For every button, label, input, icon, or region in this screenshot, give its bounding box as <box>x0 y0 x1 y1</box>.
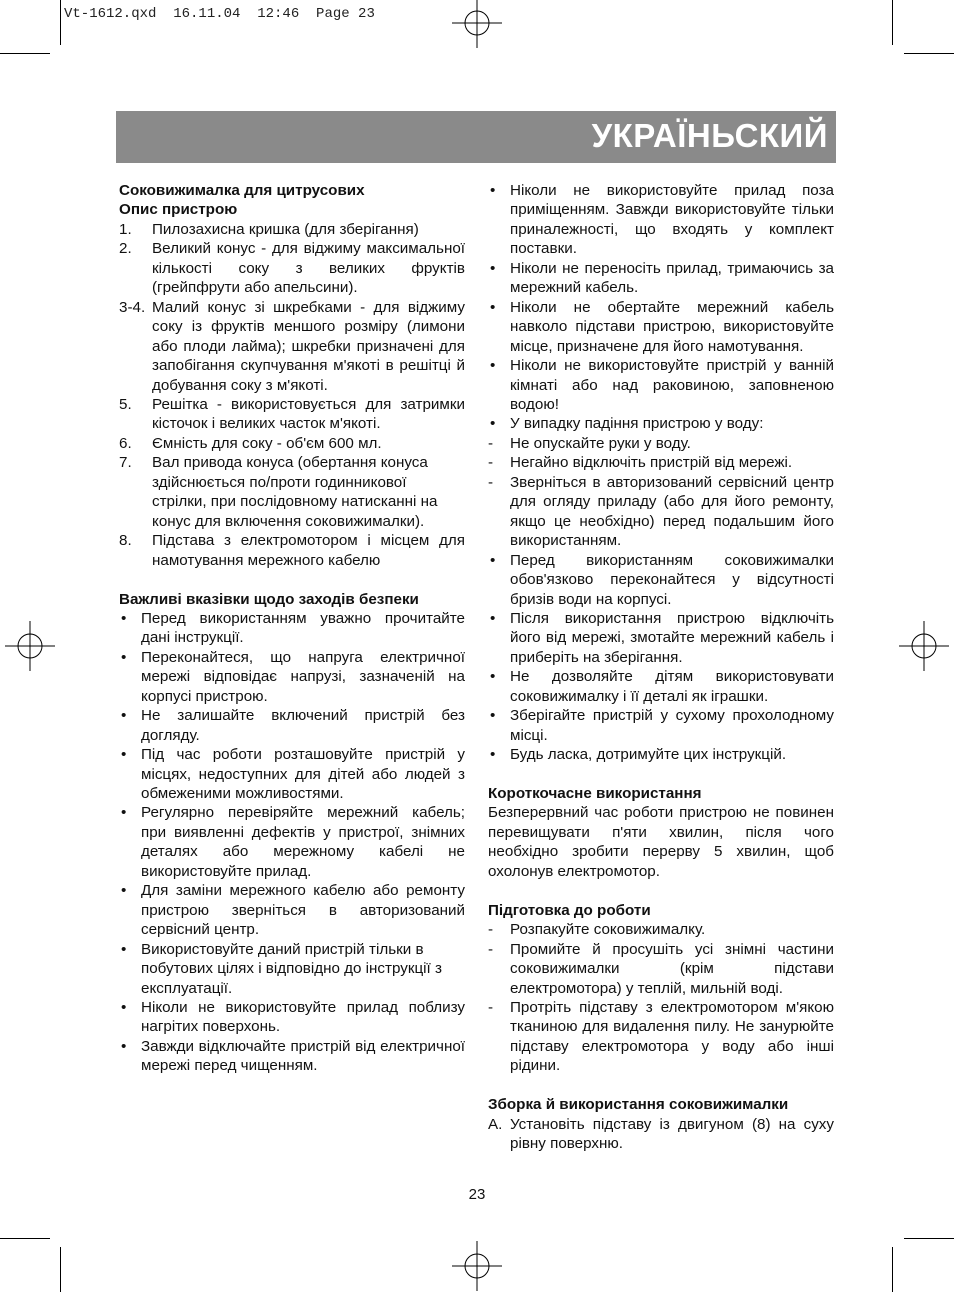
registration-mark-icon <box>452 0 502 48</box>
list-item: • У випадку падіння пристрою у воду: <box>490 415 764 433</box>
list-item: - Розпакуйте соковижималку. <box>488 921 706 939</box>
list-item: 5. Решітка - використовується для затримки кісточок і великих часток м'якоті. <box>119 395 465 433</box>
crop-mark <box>60 0 61 45</box>
print-slug: Vt-1612.qxd 16.11.04 12:46 Page 23 <box>64 6 375 22</box>
list-item: 1. Пилозахисна кришка (для зберігання) <box>119 220 419 238</box>
list-item: • Для заміни мережного кабелю або ремонту пристрою зверніться в авторизований сервісний центр. <box>121 882 465 939</box>
list-item: 7. Вал привода конуса (обертання конуса здійснюється по/проти годинникової стрілки, при послідовному натисканні на конус для включення соковижималки). <box>119 454 438 530</box>
list-item: • Ніколи не використовуйте прилад поблизу нагрітих поверхонь. <box>121 999 465 1036</box>
section-title: Зборка й використання соковижималки <box>488 1096 789 1114</box>
list-item: • Будь ласка, дотримуйте цих інструкцій. <box>490 746 787 764</box>
list-item: • Перед використанням соковижималки обов'язково переконайтеся у відсутності бризів води на корпусі. <box>490 551 834 608</box>
section-title: Короткочасне використання <box>488 785 702 803</box>
crop-mark <box>0 53 50 54</box>
registration-mark-icon <box>5 621 55 671</box>
left-column <box>119 181 465 1076</box>
crop-mark <box>0 1238 50 1239</box>
section-title: Підготовка до роботи <box>488 901 651 919</box>
list-item: • Не залишайте включений пристрій без догляду. <box>121 707 465 744</box>
list-item: A. Установіть підставу із двигуном (8) на суху рівну поверхню. <box>488 1115 834 1153</box>
registration-mark-icon <box>452 1241 502 1291</box>
section-subtitle: Опис пристрою <box>119 201 238 219</box>
list-item: • Після використання пристрою відключіть його від мережі, змотайте мережний кабель і приберіть на зберігання. <box>490 609 834 666</box>
list-item: - Не опускайте руки у воду. <box>488 434 691 452</box>
list-item: - Протріть підставу з електромотором м'якою тканиною для видалення пилу. Не занурюйте підставу електромотора у воду або інші рідини. <box>488 999 834 1075</box>
section-title: Важливі вказівки щодо заходів безпеки <box>119 590 419 608</box>
list-item: • Перед використанням уважно прочитайте дані інструкції. <box>121 609 465 647</box>
list-item: • Не дозволяйте дітям використовувати соковижималку і її деталі як іграшки. <box>490 668 834 705</box>
crop-mark <box>892 1247 893 1292</box>
list-item: • Ніколи не використовуйте пристрій у ванній кімнаті або над раковиною, заповненою водою! <box>490 357 834 413</box>
banner-title: УКРАЇНЬСКИЙ <box>591 117 828 154</box>
list-item: • Зберігайте пристрій у сухому прохолодному місці. <box>490 707 834 744</box>
list-item: • Ніколи не обертайте мережний кабель навколо підстави пристрою, використовуйте місце, призначене для його намотування. <box>490 298 834 355</box>
list-item: • Ніколи не використовуйте прилад поза приміщенням. Завжди використовуйте тільки приналежності, що входять у комплект поставки. <box>490 182 834 258</box>
crop-mark <box>904 53 954 54</box>
right-column <box>488 181 834 1154</box>
list-item: - Промийте й просушіть усі знімні частини соковижималки (крім підстави електромотора) у теплій, мильній воді. <box>488 940 834 997</box>
list-item: 3-4. Малий конус зі шкребками - для віджиму соку із фруктів меншого розміру (лимони або плоди лайма); шкребки призначені для запобігання скупчування м'якоті в решітці й добування соку з м'якоті. <box>119 298 465 394</box>
list-item: • Ніколи не переносіть прилад, тримаючись за мережний кабель. <box>490 259 834 297</box>
list-item: • Завжди відключайте пристрій від електричної мережі перед чищенням. <box>121 1037 465 1075</box>
list-item: • Використовуйте даний пристрій тільки в побутових цілях і відповідно до інструкції з експлуатації. <box>121 940 442 997</box>
language-banner <box>116 111 836 163</box>
crop-mark <box>904 1238 954 1239</box>
list-item: • Регулярно перевіряйте мережний кабель; при виявленні дефектів у пристрої, знімних деталях або мережному кабелі не використовуйте прилад. <box>121 804 465 880</box>
list-item: • Переконайтеся, що напруга електричної мережі відповідає напрузі, зазначеній на корпусі пристрою. <box>121 648 465 705</box>
list-item: 6. Ємність для соку - об'єм 600 мл. <box>119 434 382 452</box>
crop-mark <box>60 1247 61 1292</box>
crop-mark <box>892 0 893 45</box>
list-item: 8. Підстава з електромотором і місцем для намотування мережного кабелю <box>119 532 465 569</box>
list-item: - Зверніться в авторизований сервісний центр для огляду приладу (або для його ремонту, якщо це необхідно) перед подальшим його використанням. <box>488 473 834 550</box>
page-number: 23 <box>468 1186 486 1203</box>
list-item: • Під час роботи розташовуйте пристрій у місцях, недоступних для дітей або людей з обмеженими можливостями. <box>121 746 465 803</box>
section-title: Соковижималка для цитрусових <box>119 182 365 199</box>
list-item: - Негайно відключіть пристрій від мережі. <box>488 454 793 472</box>
registration-mark-icon <box>899 621 949 671</box>
paragraph: Безперервний час роботи пристрою не повинен перевищувати п'яти хвилин, після чого необхідно зробити перерву 5 хвилин, щоб охолонув електромотор. <box>488 804 834 880</box>
list-item: 2. Великий конус - для віджиму максимальної кількості соку з великих фруктів (грейпфрути або апельсини). <box>119 240 465 297</box>
